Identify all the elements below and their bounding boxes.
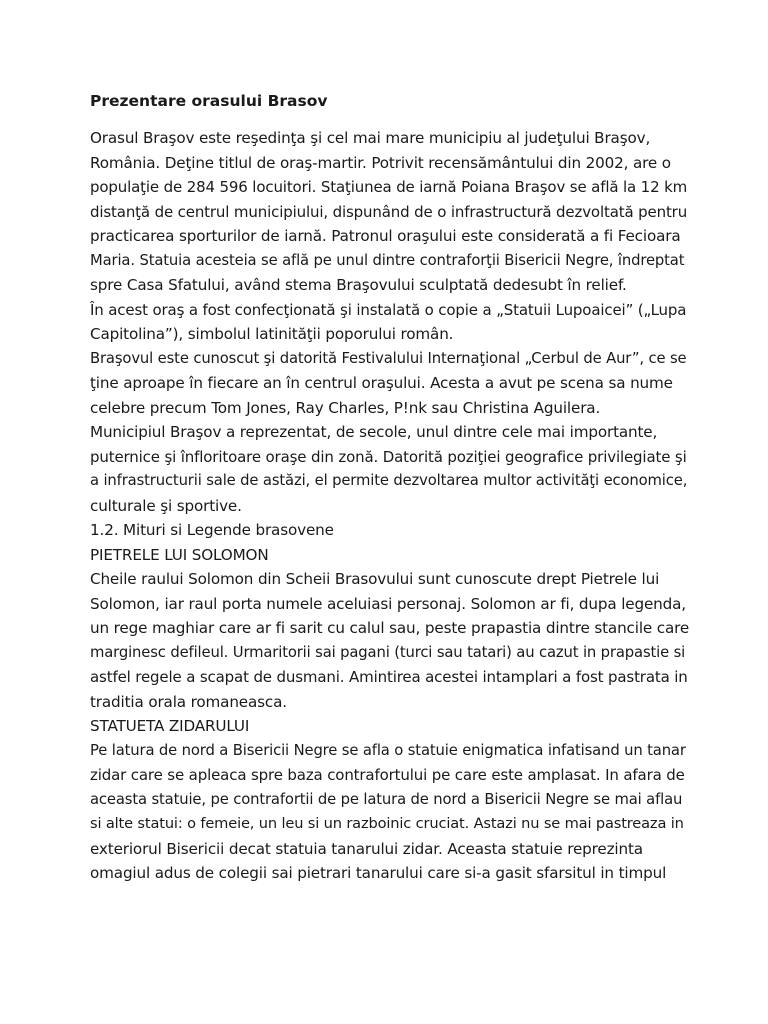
- text-line: România. Deţine titlul de oraş-martir. Potrivit recensământului din 2002, are o: [90, 153, 671, 172]
- text-line: exteriorul Bisericii decat statuia tanarului zidar. Aceasta statuie reprezinta: [90, 839, 643, 858]
- text-line: Maria. Statuia acesteia se află pe unul dintre contraforţii Bisericii Negre, îndreptat: [90, 251, 685, 269]
- text-line: Pe latura de nord a Bisericii Negre se afla o statuie enigmatica infatisand un tanar: [90, 741, 686, 759]
- text-line: Cheile raului Solomon din Scheii Brasovului sunt cunoscute drept Pietrele lui: [90, 570, 660, 588]
- text-line: puternice şi înfloritoare oraşe din zonă. Datorită poziţiei geografice privilegiate şi: [90, 447, 687, 466]
- text-line: practicarea sporturilor de iarnă. Patronul oraşului este considerată a fi Fecioara: [90, 227, 681, 245]
- subsection-heading: STATUETA ZIDARULUI: [90, 717, 250, 735]
- text-line: Orasul Braşov este reşedinţa şi cel mai mare municipiu al judeţului Braşov,: [90, 129, 651, 147]
- text-line: ţine aproape în fiecare an în centrul oraşului. Acesta a avut pe scena sa nume: [90, 374, 673, 392]
- subsection-heading: PIETRELE LUI SOLOMON: [90, 545, 269, 564]
- text-line: un rege maghiar care ar fi sarit cu calul sau, peste prapastia dintre stancile care: [90, 619, 690, 637]
- text-line: traditia orala romaneasca.: [90, 692, 287, 711]
- text-line: În acest oraş a fost confecţionată şi instalată o copie a „Statuii Lupoaicei” („Lupa: [90, 300, 687, 319]
- document-body: [90, 126, 690, 886]
- text-line: Solomon, iar raul porta numele aceluiasi personaj. Solomon ar fi, dupa legenda,: [90, 594, 686, 613]
- text-line: zidar care se apleaca spre baza contrafortului pe care este amplasat. In afara de: [90, 766, 685, 784]
- text-line: si alte statui: o femeie, un leu si un razboinic cruciat. Astazi nu se mai pastreaza in: [90, 815, 684, 832]
- text-line: spre Casa Sfatului, având stema Braşovului sculptată dedesubt în relief.: [90, 276, 627, 294]
- text-line: distanţă de centrul municipiului, dispunând de o infrastructură dezvoltată pentru: [90, 202, 688, 221]
- text-line: omagiul adus de colegii sai pietrari tanarului care si-a gasit sfarsitul in timpul: [90, 864, 667, 882]
- text-line: marginesc defileul. Urmaritorii sai pagani (turci sau tatari) au cazut in prapastie si: [90, 643, 686, 661]
- text-line: aceasta statuie, pe contrafortii de pe latura de nord a Bisericii Negre se mai aflau: [90, 790, 683, 808]
- text-line: celebre precum Tom Jones, Ray Charles, P!nk sau Christina Aguilera.: [90, 398, 601, 417]
- text-line: astfel regele a scapat de dusmani. Amintirea acestei intamplari a fost pastrata in: [90, 668, 688, 686]
- text-line: Capitolina”), simbolul latinităţii poporului român.: [90, 325, 454, 343]
- text-line: culturale şi sportive.: [90, 496, 242, 515]
- text-line: populaţie de 284 596 locuitori. Staţiunea de iarnă Poiana Braşov se află la 12 km: [90, 178, 688, 196]
- text-line: a infrastructurii sale de astăzi, el permite dezvoltarea multor activităţi economice,: [90, 472, 688, 489]
- text-line: Braşovul este cunoscut şi datorită Festivalului Internaţional „Cerbul de Aur”, ce se: [90, 349, 687, 367]
- document-title: Prezentare orasului Brasov: [90, 92, 328, 110]
- text-line: Municipiul Braşov a reprezentat, de secole, unul dintre cele mai importante,: [90, 423, 658, 441]
- section-heading: 1.2. Mituri si Legende brasovene: [90, 521, 334, 539]
